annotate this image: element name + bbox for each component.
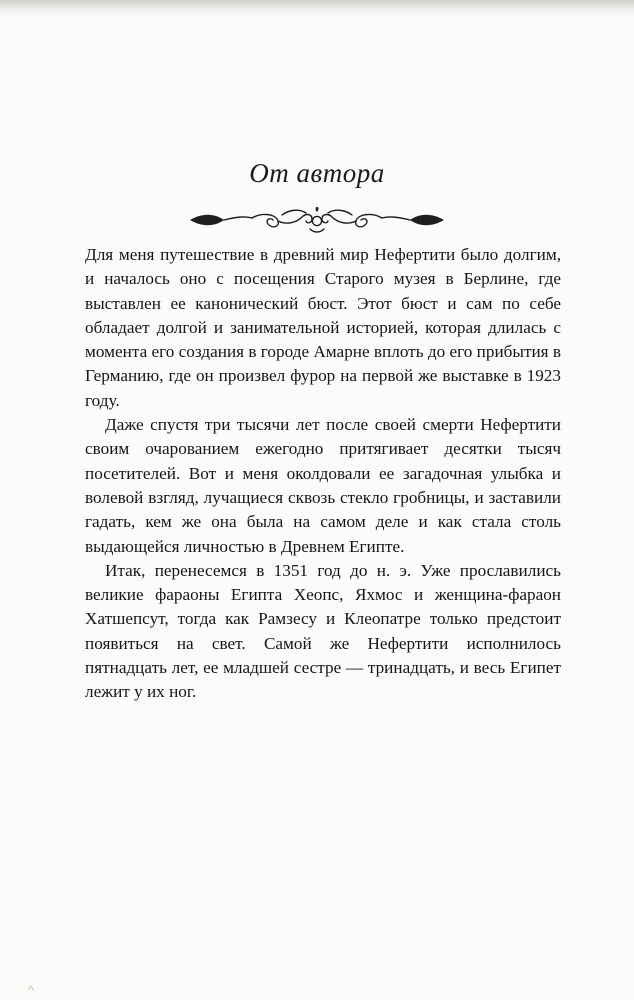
paragraph: Даже спустя три тысячи лет после своей смерти Нефертити своим очарованием ежегодно притягивает десятки тысяч посетителей. Вот и меня околдовали ее загадочная улыбка и волевой взгляд, лучащиеся сквозь стекло гробницы, и заставили гадать, кем же она была на самом деле и как стала столь выдающейся личностью в Древнем Египте. xyxy=(85,415,561,556)
body-text xyxy=(85,243,561,705)
scan-corner-mark: ^ xyxy=(28,983,34,997)
paragraph: Итак, перенесемся в 1351 год до н. э. Уже прославились великие фараоны Египта Хеопс, Яхмос и женщина-фараон Хатшепсут, тогда как Рамзесу и Клеопатре только предстоит появиться на свет. Самой же Нефертити исполнилось пятнадцать лет, ее младшей сестре — тринадцать, и весь Египет лежит у их ног. xyxy=(85,560,561,702)
paragraph: Для меня путешествие в древний мир Нефертити было долгим, и началось оно с посещения Старого музея в Берлине, где выставлен ее канонический бюст. Этот бюст и сам по себе обладает долгой и занимательной историей, которая длилась с момента его создания в городе Амарне вплоть до его прибытия в Германию, где он произвел фурор на первой же выставке в 1923 году. xyxy=(85,245,561,410)
scan-top-edge xyxy=(0,0,634,18)
flourish-divider-icon xyxy=(186,203,448,237)
chapter-title: От автора xyxy=(249,158,385,188)
